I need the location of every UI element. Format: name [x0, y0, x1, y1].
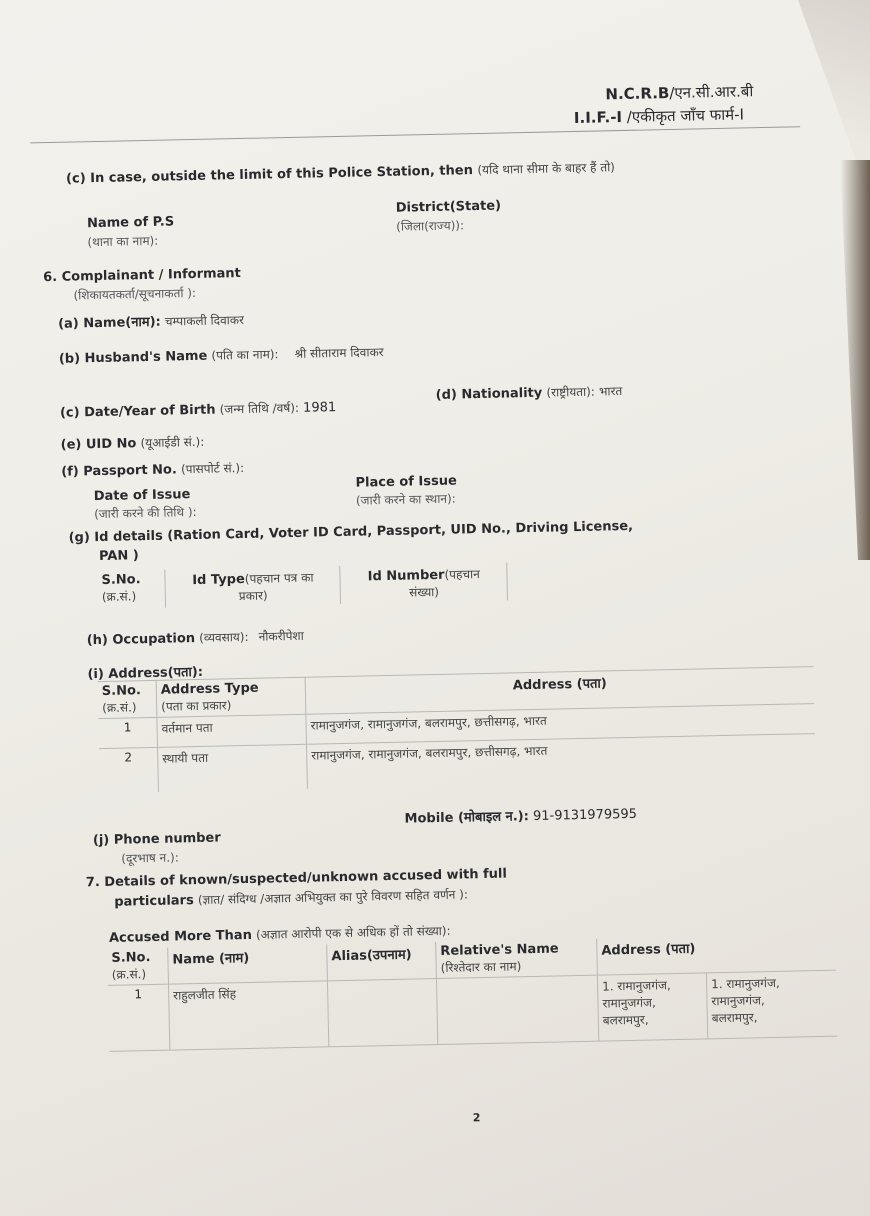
addr-row2-type: स्थायी पता — [158, 744, 308, 791]
dob-label: (c) Date/Year of Birth — [59, 402, 216, 421]
acc-row1-relative — [436, 975, 598, 1044]
complainant-name-value: चम्पाकली दिवाकर — [164, 312, 245, 329]
date-of-issue-label: Date of Issue — [93, 487, 191, 505]
section-7-particulars: particulars — [114, 893, 194, 910]
header-ncrb-hindi: /एन.सी.आर.बी — [669, 82, 754, 102]
acc-row1-address-1-line1: 1. रामानुजगंज, — [601, 978, 671, 994]
district-label: District(State) — [395, 198, 502, 216]
date-of-birth — [60, 398, 337, 421]
husband-name-label: (b) Husband's Name — [58, 348, 208, 367]
acc-row1-address-2-line3: बलरामपुर, — [711, 1010, 758, 1026]
addr-row1-sno: 1 — [98, 717, 157, 748]
ps-name-label: Name of P.S — [86, 214, 175, 232]
district-label-hi: (जिला(राज्य)): — [396, 218, 465, 234]
id-col-type — [165, 566, 341, 608]
phone-label: (j) Phone number — [92, 830, 221, 849]
husband-name-label-hi: (पति का नाम): — [211, 347, 279, 363]
accused-table — [107, 934, 837, 1052]
husband-name — [59, 343, 384, 367]
addr-col-type-en: Address Type — [160, 680, 259, 698]
addr-col-address-en: Address (पता) — [512, 676, 607, 694]
accused-more-label: Accused More Than — [108, 927, 253, 946]
acc-col-name — [168, 944, 328, 984]
uid-no — [60, 433, 204, 453]
id-col-sno-hi: (क्र.सं.) — [101, 589, 137, 604]
ps-name-label-hi: (थाना का नाम): — [87, 233, 159, 250]
uid-label-hi: (यूआईडी सं.): — [140, 434, 205, 451]
passport-label-hi: (पासपोर्ट सं.): — [180, 460, 245, 477]
address-label: (i) Address(पता): — [87, 664, 204, 683]
table-row — [97, 562, 507, 609]
id-col-number-hi: (पहचान — [444, 567, 480, 582]
header-rule — [30, 126, 800, 143]
addr-row1-type: वर्तमान पता — [157, 714, 307, 747]
id-col-number-en: Id Number — [367, 567, 445, 585]
place-of-issue-label-hi: (जारी करने का स्थान): — [355, 491, 456, 508]
id-col-type-hi2: प्रकार) — [238, 588, 268, 604]
id-details-label-cont: PAN ) — [98, 548, 139, 565]
id-col-number-hi2: संख्या) — [408, 584, 440, 600]
addr-row2-sno: 2 — [99, 747, 158, 792]
accused-more-label-hi: (अज्ञात आरोपी एक से अधिक हों तो संख्या): — [255, 923, 451, 942]
nationality-label-hi: (राष्ट्रीयता): — [546, 384, 596, 400]
addr-row2-address: रामानुजगंज, रामानुजगंज, बलरामपुर, छत्तीसगढ़, भारत — [306, 734, 815, 789]
occupation — [87, 627, 304, 649]
acc-row1-address-1 — [597, 973, 707, 1041]
acc-col-relative-hi: (रिश्तेदार का नाम) — [440, 959, 522, 975]
date-of-issue-label-hi: (जारी करने की तिथि ): — [93, 504, 197, 522]
acc-row1-address-1-line2: रामानुजगंज, — [602, 995, 656, 1011]
place-of-issue-label: Place of Issue — [355, 473, 457, 491]
id-col-sno-en: S.No. — [101, 572, 141, 588]
addr-col-type — [156, 677, 306, 717]
acc-col-relative — [436, 939, 598, 979]
mobile — [404, 804, 637, 827]
address-table — [98, 666, 816, 792]
section-6-title-hi: (शिकायतकर्ता/सूचनाकर्ता ): — [73, 285, 197, 303]
complainant-name-label: (a) Name(नाम): — [57, 314, 161, 332]
acc-row1-address-2-line2: रामानुजगंज, — [711, 993, 765, 1009]
acc-col-name-en: Name (नाम) — [172, 950, 250, 968]
acc-col-sno-en: S.No. — [111, 950, 151, 966]
header-ncrb-code: N.C.R.B — [605, 83, 670, 104]
section-7-title-hi: (ज्ञात/ संदिग्ध /अज्ञात अभियुक्त का पुरे विवरण सहित वर्णन ): — [197, 887, 469, 908]
phone-label-hi: (दूरभाष न.): — [121, 850, 179, 866]
acc-row1-address-1-line3: बलरामपुर, — [602, 1012, 649, 1028]
addr-col-sno-hi: (क्र.सं.) — [102, 700, 137, 715]
passport-label: (f) Passport No. — [61, 462, 178, 480]
acc-col-relative-en: Relative's Name — [440, 941, 559, 959]
acc-row1-name: राहुलजीत सिंह — [168, 981, 328, 1050]
section-c-title — [66, 158, 615, 186]
uid-label: (e) UID No — [60, 436, 137, 453]
addr-col-type-hi: (पता का प्रकार) — [161, 698, 232, 714]
section-c-title-hi: (यदि थाना सीमा के बाहर हैं तो) — [477, 160, 616, 178]
id-col-type-en: Id Type — [192, 571, 245, 589]
header-ncrb — [605, 81, 753, 104]
addr-col-sno — [98, 680, 157, 718]
passport-no — [61, 459, 244, 480]
acc-col-sno — [107, 948, 168, 986]
header-iif-code: I.I.F.-I — [573, 107, 623, 127]
occupation-value: नौकरीपेशा — [258, 628, 304, 644]
id-col-number — [340, 562, 507, 603]
table-row — [108, 970, 837, 1051]
section-6-title: 6. Complainant / Informant — [43, 265, 241, 286]
occupation-label-hi: (व्यवसाय): — [199, 629, 249, 645]
acc-col-alias-en: Alias(उपनाम) — [331, 947, 412, 965]
section-c-title-en: (c) In case, outside the limit of this Police Station, then — [65, 163, 474, 187]
id-col-type-hi: (पहचान पत्र का — [244, 570, 314, 586]
acc-row1-sno: 1 — [108, 984, 170, 1051]
dob-value: 1981 — [302, 400, 337, 416]
nationality-label: (d) Nationality — [435, 385, 543, 403]
complainant-name — [58, 310, 244, 332]
acc-col-address — [597, 934, 836, 975]
nationality-value: भारत — [598, 384, 623, 399]
page-number: 2 — [472, 1111, 481, 1125]
addr-row1-address: रामानुजगंज, रामानुजगंज, बलरामपुर, छत्तीसगढ़, भारत — [306, 704, 815, 745]
occupation-label: (h) Occupation — [86, 631, 196, 649]
mobile-value: 91-9131979595 — [532, 806, 638, 824]
dob-label-hi: (जन्म तिथि /वर्ष): — [219, 400, 300, 417]
section-7-title: 7. Details of known/suspected/unknown accused with full — [85, 866, 508, 891]
id-col-sno — [97, 570, 165, 609]
id-details-table — [97, 562, 508, 609]
section-7-title-cont — [114, 885, 468, 909]
husband-name-value: श्री सीताराम दिवाकर — [294, 345, 384, 361]
header-iif-hindi: /एकीकृत जाँच फार्म-I — [621, 105, 745, 126]
mobile-label: Mobile (मोबाइल न.): — [404, 809, 530, 827]
header-iif — [574, 104, 744, 128]
acc-col-address-en: Address (पता) — [601, 941, 696, 959]
acc-row1-address-2 — [706, 970, 837, 1039]
acc-col-alias — [327, 942, 437, 981]
nationality — [436, 382, 623, 403]
acc-row1-alias — [327, 979, 437, 1047]
id-details-label: (g) Id details (Ration Card, Voter ID Card, Passport, UID No., Driving License, — [68, 518, 634, 546]
addr-col-sno-en: S.No. — [101, 683, 142, 699]
acc-row1-address-2-line1: 1. रामानुजगंज, — [710, 975, 780, 992]
acc-col-sno-hi: (क्र.सं.) — [111, 967, 147, 982]
